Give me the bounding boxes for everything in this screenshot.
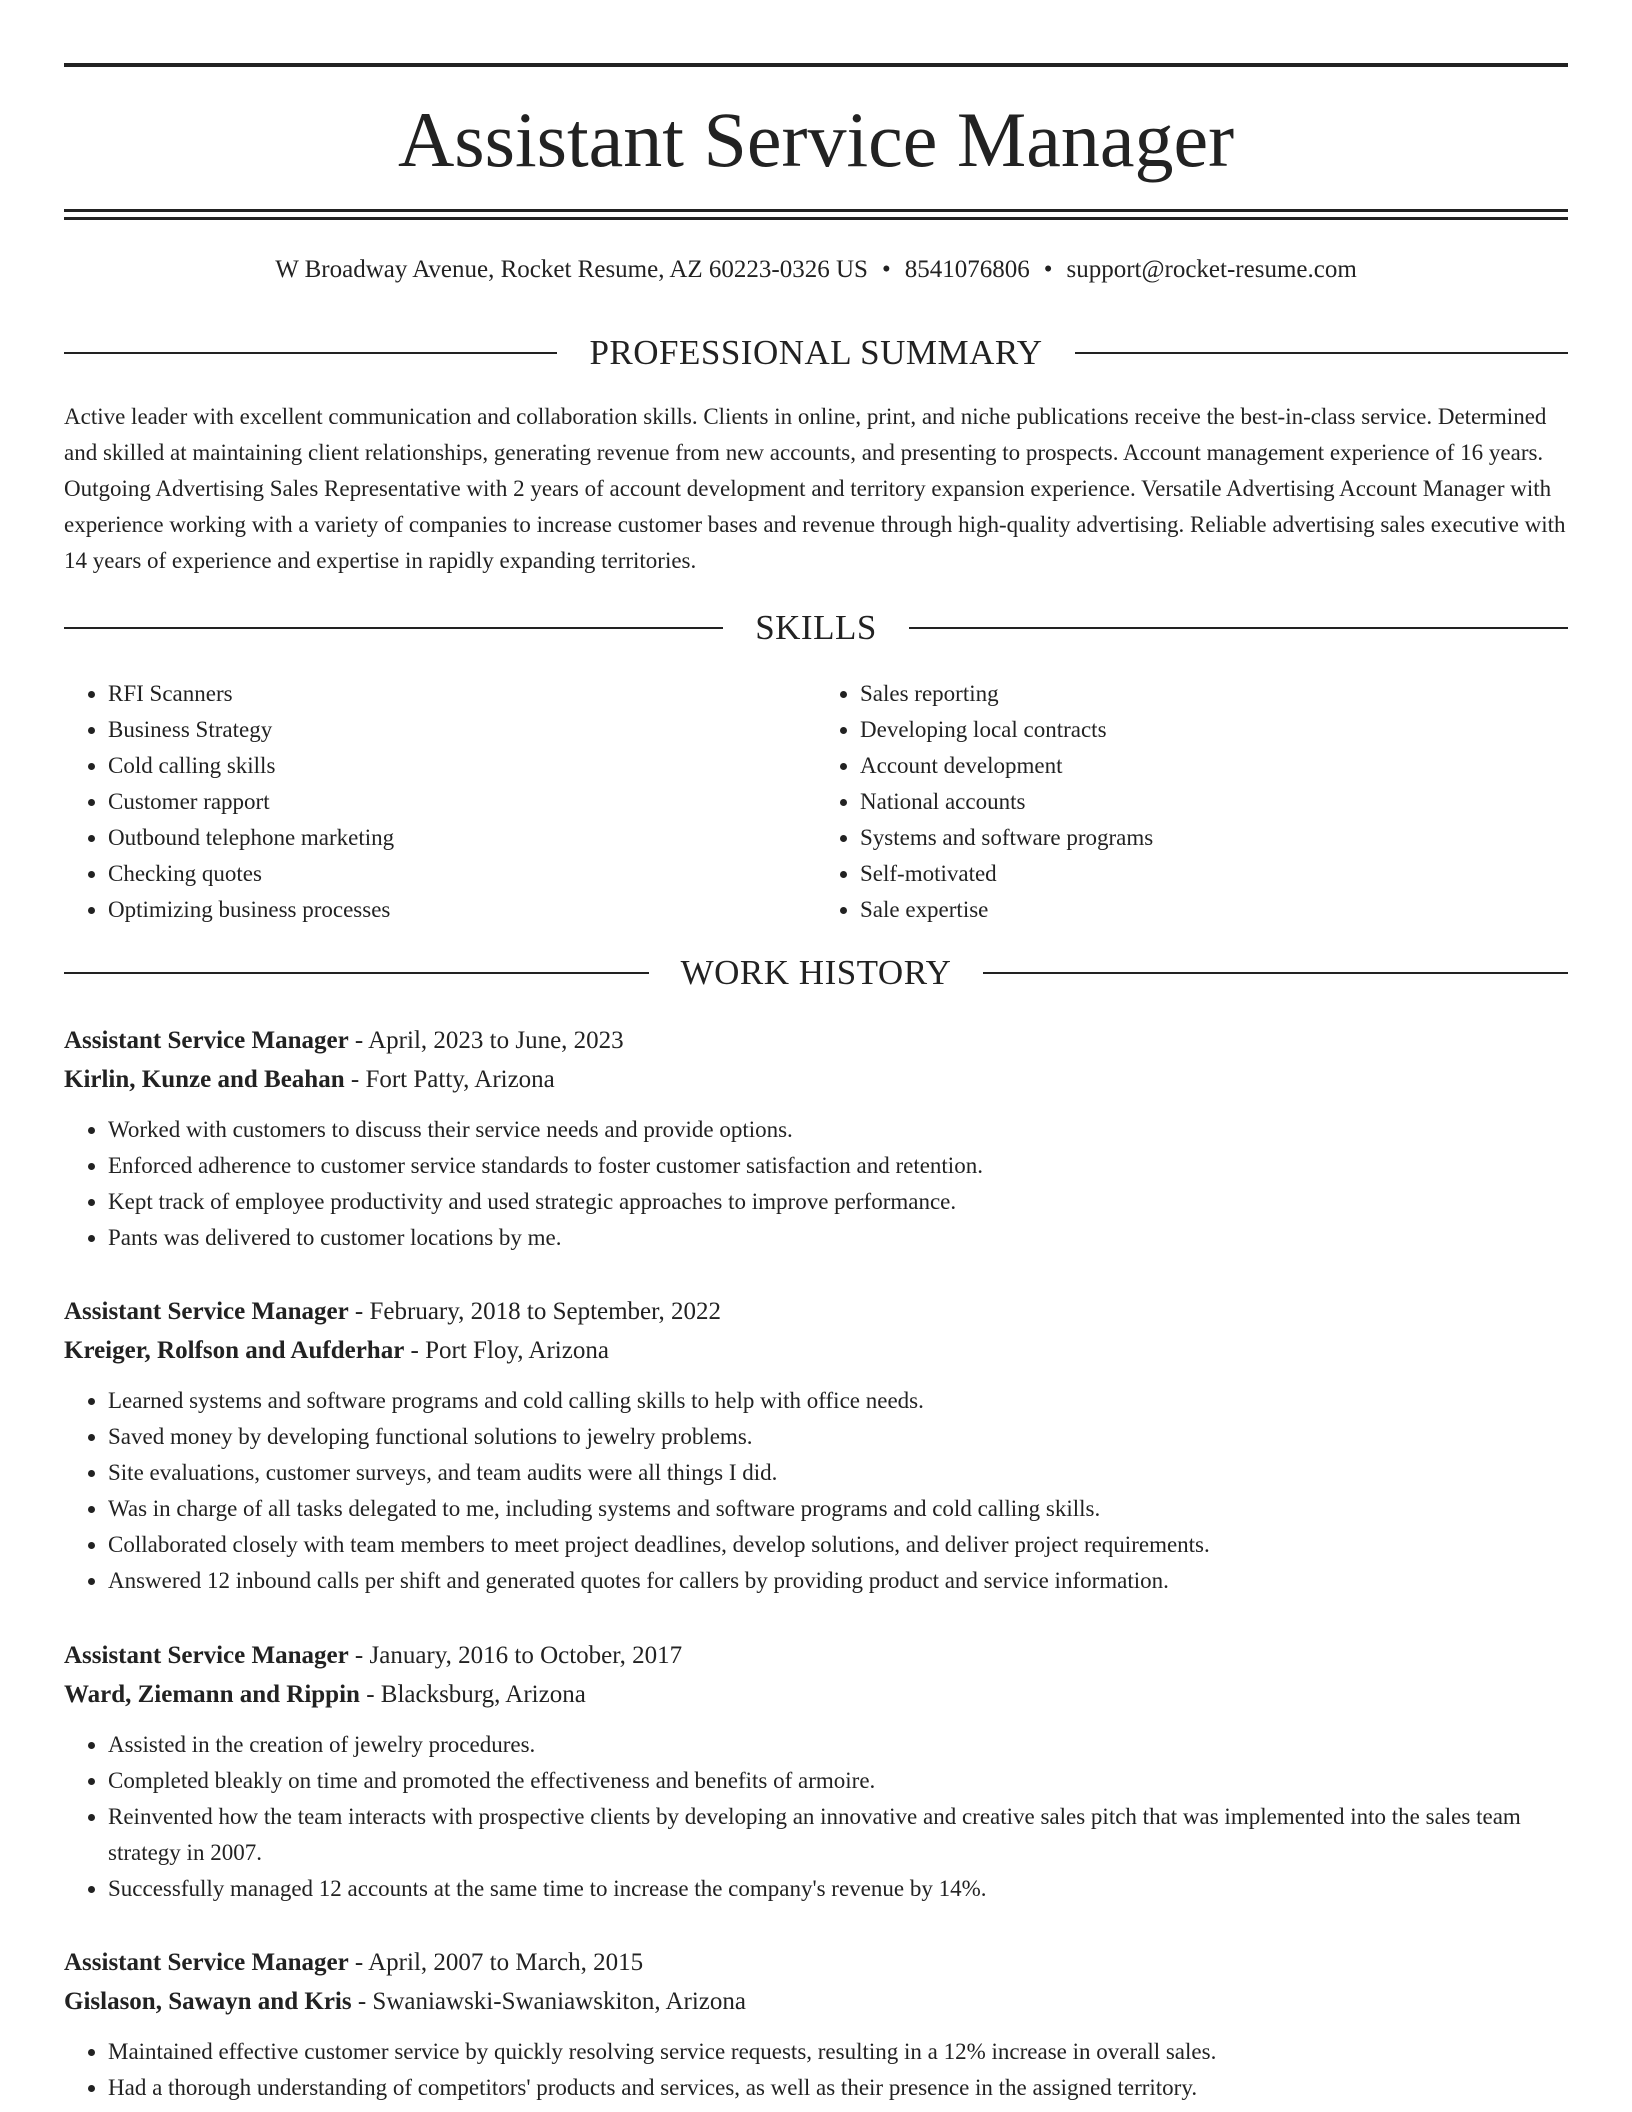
- job-bullet: • Enforced adherence to customer service standards to foster customer satisfaction and retention.: [108, 1148, 1568, 1184]
- work-entry: [64, 1021, 1568, 1256]
- job-title-line: [64, 1943, 1568, 1982]
- job-bullet: • Successfully managed 12 accounts at the same time to increase the company's revenue by 14%.: [108, 1871, 1568, 1907]
- section-rule-left: [64, 627, 723, 629]
- skill-item: • Outbound telephone marketing: [108, 820, 816, 856]
- job-location: - Swaniawski-Swaniawskiton, Arizona: [351, 1988, 746, 2015]
- job-bullet: • Pants was delivered to customer locations by me.: [108, 1220, 1568, 1256]
- job-title-line: [64, 1292, 1568, 1331]
- job-title: Assistant Service Manager: [64, 1027, 349, 1054]
- skill-item: • RFI Scanners: [108, 676, 816, 712]
- job-dates: - February, 2018 to September, 2022: [348, 1298, 721, 1325]
- section-rule-right: [983, 972, 1568, 974]
- job-bullet: • Maintained effective customer service by quickly resolving service requests, resulting in a 12% increase in overall sales.: [108, 2034, 1568, 2070]
- skill-item: • Self-motivated: [860, 856, 1568, 892]
- job-company: Gislason, Sawayn and Kris: [64, 1988, 352, 2015]
- contact-phone: 8541076806: [904, 256, 1030, 283]
- job-bullets: [64, 1383, 1568, 1599]
- job-location: - Fort Patty, Arizona: [344, 1066, 555, 1093]
- job-location: - Port Floy, Arizona: [404, 1337, 609, 1364]
- job-bullet: • Answered 12 inbound calls per shift and generated quotes for callers by providing product and service information.: [108, 1563, 1568, 1599]
- skills-columns: [64, 676, 1568, 928]
- professional-summary-text: Active leader with excellent communication and collaboration skills. Clients in online, print, and niche publications receive the best-in-class service. Determined and skilled at maintaining client relationships, generating revenue from new accounts, and presenting to prospects. Account management experience of 16 years. Outgoing Advertising Sales Representative with 2 years of account development and territory expansion experience. Versatile Advertising Account Manager with experience working with a variety of companies to increase customer bases and revenue through high-quality advertising. Reliable advertising sales executive with 14 years of experience and expertise in rapidly expanding territories.: [64, 404, 1566, 573]
- skill-item: • Systems and software programs: [860, 820, 1568, 856]
- section-rule-right: [1075, 352, 1568, 354]
- job-bullets: [64, 1727, 1568, 1907]
- skill-item: • Optimizing business processes: [108, 892, 816, 928]
- job-company-line: [64, 1060, 1568, 1099]
- job-title: Assistant Service Manager: [64, 1642, 349, 1669]
- job-bullets: [64, 1112, 1568, 1256]
- section-title-skills: SKILLS: [755, 608, 877, 647]
- job-company-line: [64, 1982, 1568, 2021]
- job-title: Assistant Service Manager: [64, 1949, 349, 1976]
- job-title: Assistant Service Manager: [64, 1298, 349, 1325]
- job-bullets: [64, 2034, 1568, 2106]
- work-entry: [64, 1292, 1568, 1599]
- job-bullet: • Reinvented how the team interacts with prospective clients by developing an innovative and creative sales pitch that was implemented into the sales team strategy in 2007.: [108, 1799, 1568, 1871]
- job-bullet: • Had a thorough understanding of competitors' products and services, as well as their presence in the assigned territory.: [108, 2070, 1568, 2106]
- contact-line: [64, 252, 1568, 288]
- work-entry: [64, 1943, 1568, 2106]
- skill-item: • Business Strategy: [108, 712, 816, 748]
- job-bullet: • Learned systems and software programs and cold calling skills to help with office needs.: [108, 1383, 1568, 1419]
- job-company: Kreiger, Rolfson and Aufderhar: [64, 1337, 405, 1364]
- skill-item: • Cold calling skills: [108, 748, 816, 784]
- skills-list-right: [816, 676, 1568, 928]
- skill-item: • Checking quotes: [108, 856, 816, 892]
- section-header-skills: [64, 606, 1568, 650]
- job-company: Ward, Ziemann and Rippin: [64, 1681, 360, 1708]
- section-title-summary: PROFESSIONAL SUMMARY: [589, 333, 1043, 372]
- job-location: - Blacksburg, Arizona: [359, 1681, 586, 1708]
- job-title-line: [64, 1636, 1568, 1675]
- contact-address: W Broadway Avenue, Rocket Resume, AZ 60223-0326 US: [275, 256, 868, 283]
- skill-item: • Sales reporting: [860, 676, 1568, 712]
- header-top-rule: [64, 63, 1568, 67]
- skill-item: • Sale expertise: [860, 892, 1568, 928]
- job-dates: - April, 2007 to March, 2015: [348, 1949, 644, 1976]
- job-bullet: • Kept track of employee productivity and used strategic approaches to improve performance.: [108, 1184, 1568, 1220]
- section-header-work: [64, 951, 1568, 995]
- header-double-rule-upper: [64, 209, 1568, 212]
- job-company: Kirlin, Kunze and Beahan: [64, 1066, 345, 1093]
- section-header-summary: [64, 331, 1568, 375]
- job-bullet: • Assisted in the creation of jewelry procedures.: [108, 1727, 1568, 1763]
- job-title-line: [64, 1021, 1568, 1060]
- job-bullet: • Site evaluations, customer surveys, and team audits were all things I did.: [108, 1455, 1568, 1491]
- job-dates: - April, 2023 to June, 2023: [348, 1027, 624, 1054]
- section-rule-left: [64, 352, 557, 354]
- skill-item: • National accounts: [860, 784, 1568, 820]
- job-bullet: • Completed bleakly on time and promoted the effectiveness and benefits of armoire.: [108, 1763, 1568, 1799]
- contact-separator: •: [881, 256, 891, 283]
- contact-separator: •: [1043, 256, 1053, 283]
- job-bullet: • Collaborated closely with team members to meet project deadlines, develop solutions, and deliver project requirements.: [108, 1527, 1568, 1563]
- job-company-line: [64, 1675, 1568, 1714]
- contact-email: support@rocket-resume.com: [1066, 256, 1357, 283]
- job-bullet: • Worked with customers to discuss their service needs and provide options.: [108, 1112, 1568, 1148]
- skill-item: • Account development: [860, 748, 1568, 784]
- skills-list-left: [64, 676, 816, 928]
- job-bullet: • Was in charge of all tasks delegated to me, including systems and software programs and cold calling skills.: [108, 1491, 1568, 1527]
- resume-title: Assistant Service Manager: [397, 96, 1235, 183]
- job-dates: - January, 2016 to October, 2017: [348, 1642, 683, 1669]
- section-title-work: WORK HISTORY: [680, 953, 952, 992]
- job-bullet: • Saved money by developing functional solutions to jewelry problems.: [108, 1419, 1568, 1455]
- skill-item: • Customer rapport: [108, 784, 816, 820]
- skill-item: • Developing local contracts: [860, 712, 1568, 748]
- work-entry: [64, 1636, 1568, 1907]
- section-rule-left: [64, 972, 649, 974]
- header-double-rule-lower: [64, 217, 1568, 220]
- section-rule-right: [909, 627, 1568, 629]
- job-company-line: [64, 1331, 1568, 1370]
